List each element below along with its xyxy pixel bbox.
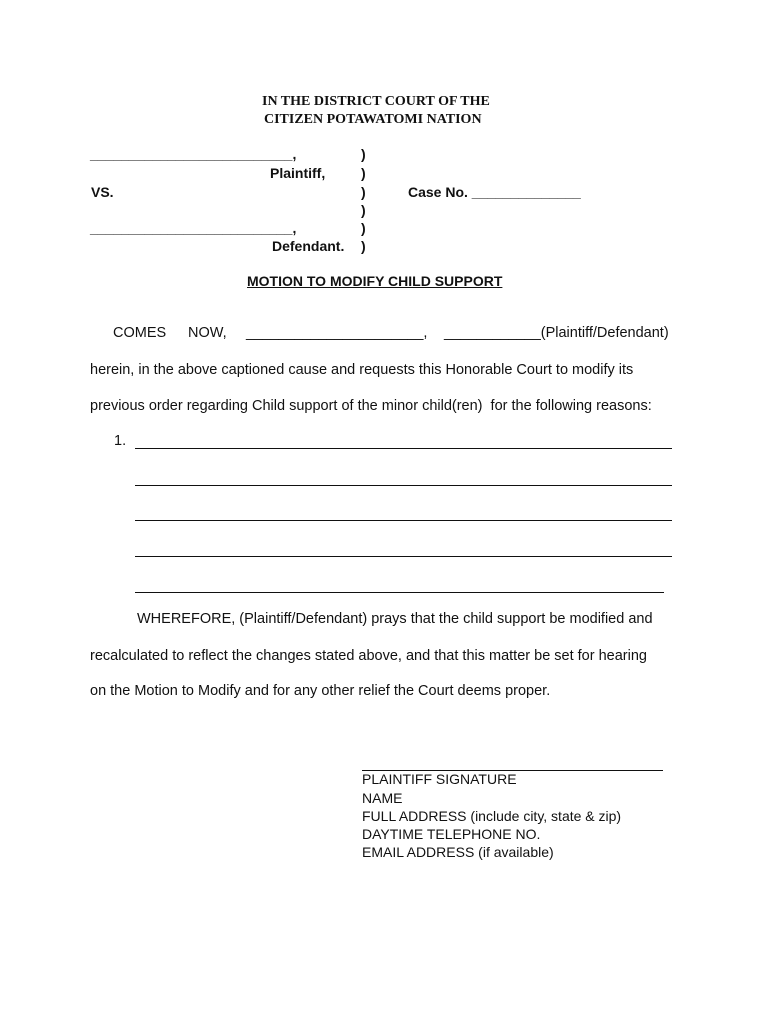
address-label: FULL ADDRESS (include city, state & zip) xyxy=(362,808,622,824)
caption-parenthesis: ) xyxy=(361,165,366,181)
reason-blank-line[interactable] xyxy=(135,448,672,449)
document-title: MOTION TO MODIFY CHILD SUPPORT xyxy=(247,273,503,289)
reason-blank-line[interactable] xyxy=(135,485,672,486)
now-word: NOW, xyxy=(188,325,227,341)
plaintiff-label: Plaintiff, xyxy=(270,165,326,181)
signature-label: PLAINTIFF SIGNATURE xyxy=(362,771,517,787)
caption-parenthesis: ) xyxy=(361,202,366,218)
plaintiff-name-blank[interactable]: __________________________, xyxy=(90,146,297,162)
reason-blank-line[interactable] xyxy=(135,520,672,521)
caption-parenthesis: ) xyxy=(361,238,366,254)
wherefore-line-1: WHEREFORE, (Plaintiff/Defendant) prays that the child support be modified and xyxy=(137,611,653,627)
defendant-name-blank[interactable]: __________________________, xyxy=(90,220,297,236)
wherefore-line-3: on the Motion to Modify and for any other relief the Court deems proper. xyxy=(90,683,551,699)
reason-blank-line[interactable] xyxy=(135,556,672,557)
email-label: EMAIL ADDRESS (if available) xyxy=(362,844,554,860)
court-name-line-2: CITIZEN POTAWATOMI NATION xyxy=(264,112,482,127)
court-name-line-1: IN THE DISTRICT COURT OF THE xyxy=(262,94,490,109)
body-line-2: herein, in the above captioned cause and requests this Honorable Court to modify its xyxy=(90,362,634,378)
body-line-3: previous order regarding Child support of the minor child(ren) for the following reasons: xyxy=(90,398,652,414)
caption-parenthesis: ) xyxy=(361,146,366,162)
movant-name-blank[interactable]: ______________________, xyxy=(246,325,428,341)
caption-parenthesis: ) xyxy=(361,184,366,200)
defendant-label: Defendant. xyxy=(272,238,345,254)
wherefore-line-2: recalculated to reflect the changes stated above, and that this matter be set for hearing xyxy=(90,648,647,664)
name-label: NAME xyxy=(362,790,403,806)
phone-label: DAYTIME TELEPHONE NO. xyxy=(362,826,541,842)
comes-word: COMES xyxy=(113,325,167,341)
caption-parenthesis: ) xyxy=(361,220,366,236)
case-number-field[interactable]: Case No. ______________ xyxy=(408,184,581,200)
reason-number: 1. xyxy=(114,433,127,449)
vs-label: VS. xyxy=(91,184,114,200)
party-designation-blank[interactable]: ____________(Plaintiff/Defendant) xyxy=(444,325,669,341)
reason-blank-line[interactable] xyxy=(135,592,664,593)
